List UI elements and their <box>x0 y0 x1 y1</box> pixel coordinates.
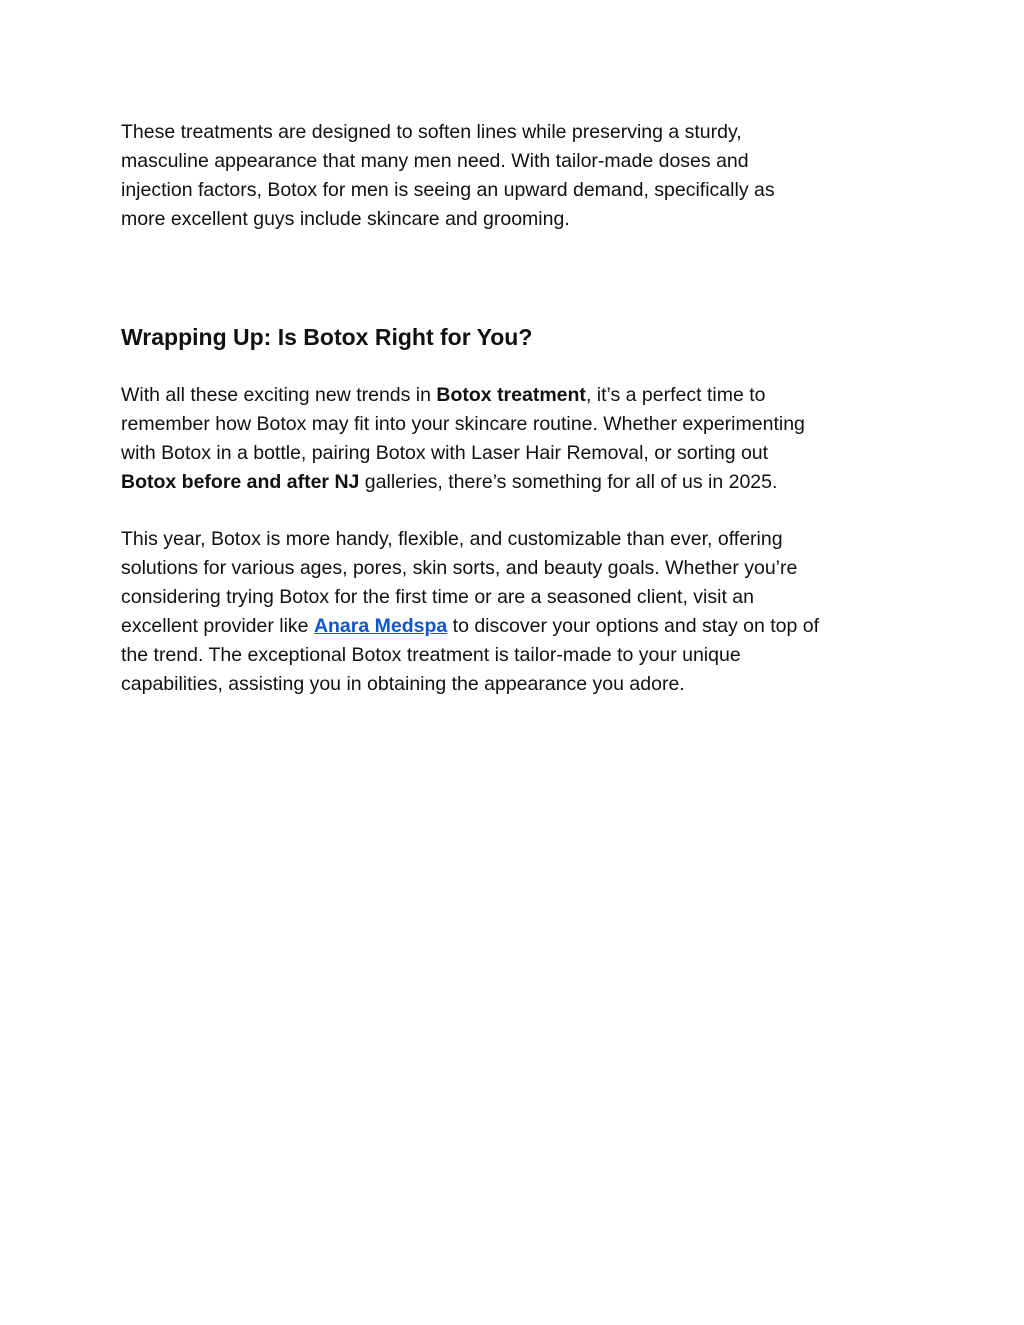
paragraph-three-line-4 <box>121 612 819 641</box>
paragraph-two <box>121 381 805 497</box>
paragraph-three-line-5: the trend. The exceptional Botox treatment is tailor-made to your unique <box>121 644 741 666</box>
paragraph-three-line-2: solutions for various ages, pores, skin sorts, and beauty goals. Whether you’re <box>121 557 798 579</box>
intro-line-2: masculine appearance that many men need. With tailor-made doses and <box>121 150 749 172</box>
paragraph-two-line-4 <box>121 468 805 497</box>
paragraph-three <box>121 525 819 699</box>
intro-line-3: injection factors, Botox for men is seeing an upward demand, specifically as <box>121 179 775 201</box>
intro-line-4: more excellent guys include skincare and grooming. <box>121 208 570 230</box>
paragraph-three-line-3: considering trying Botox for the first time or are a seasoned client, visit an <box>121 586 754 608</box>
paragraph-two-line-2: remember how Botox may fit into your skincare routine. Whether experimenting <box>121 413 805 435</box>
anara-medspa-link[interactable]: Anara Medspa <box>313 615 448 637</box>
paragraph-three-line-6: capabilities, assisting you in obtaining the appearance you adore. <box>121 673 685 695</box>
botox-treatment-bold-text: Botox treatment <box>436 384 586 406</box>
section-heading: Wrapping Up: Is Botox Right for You? <box>121 324 533 350</box>
paragraph-three-line-1: This year, Botox is more handy, flexible, and customizable than ever, offering <box>121 528 783 550</box>
botox-before-after-bold-text: Botox before and after NJ <box>121 471 360 493</box>
paragraph-two-line-1 <box>121 381 805 410</box>
intro-line-1: These treatments are designed to soften lines while preserving a sturdy, <box>121 121 742 143</box>
document-page <box>121 118 911 695</box>
paragraph-two-line-1-prefix: With all these exciting new trends in <box>121 384 437 406</box>
paragraph-two-line-1-suffix: , it’s a perfect time to <box>585 384 766 406</box>
paragraph-two-line-3: with Botox in a bottle, pairing Botox with Laser Hair Removal, or sorting out <box>121 442 769 464</box>
paragraph-three-line-4-prefix: excellent provider like <box>121 615 314 637</box>
paragraph-two-line-4-suffix: galleries, there’s something for all of us in 2025. <box>359 471 778 493</box>
intro-paragraph <box>121 118 911 234</box>
paragraph-three-line-4-suffix: to discover your options and stay on top of <box>447 615 820 637</box>
